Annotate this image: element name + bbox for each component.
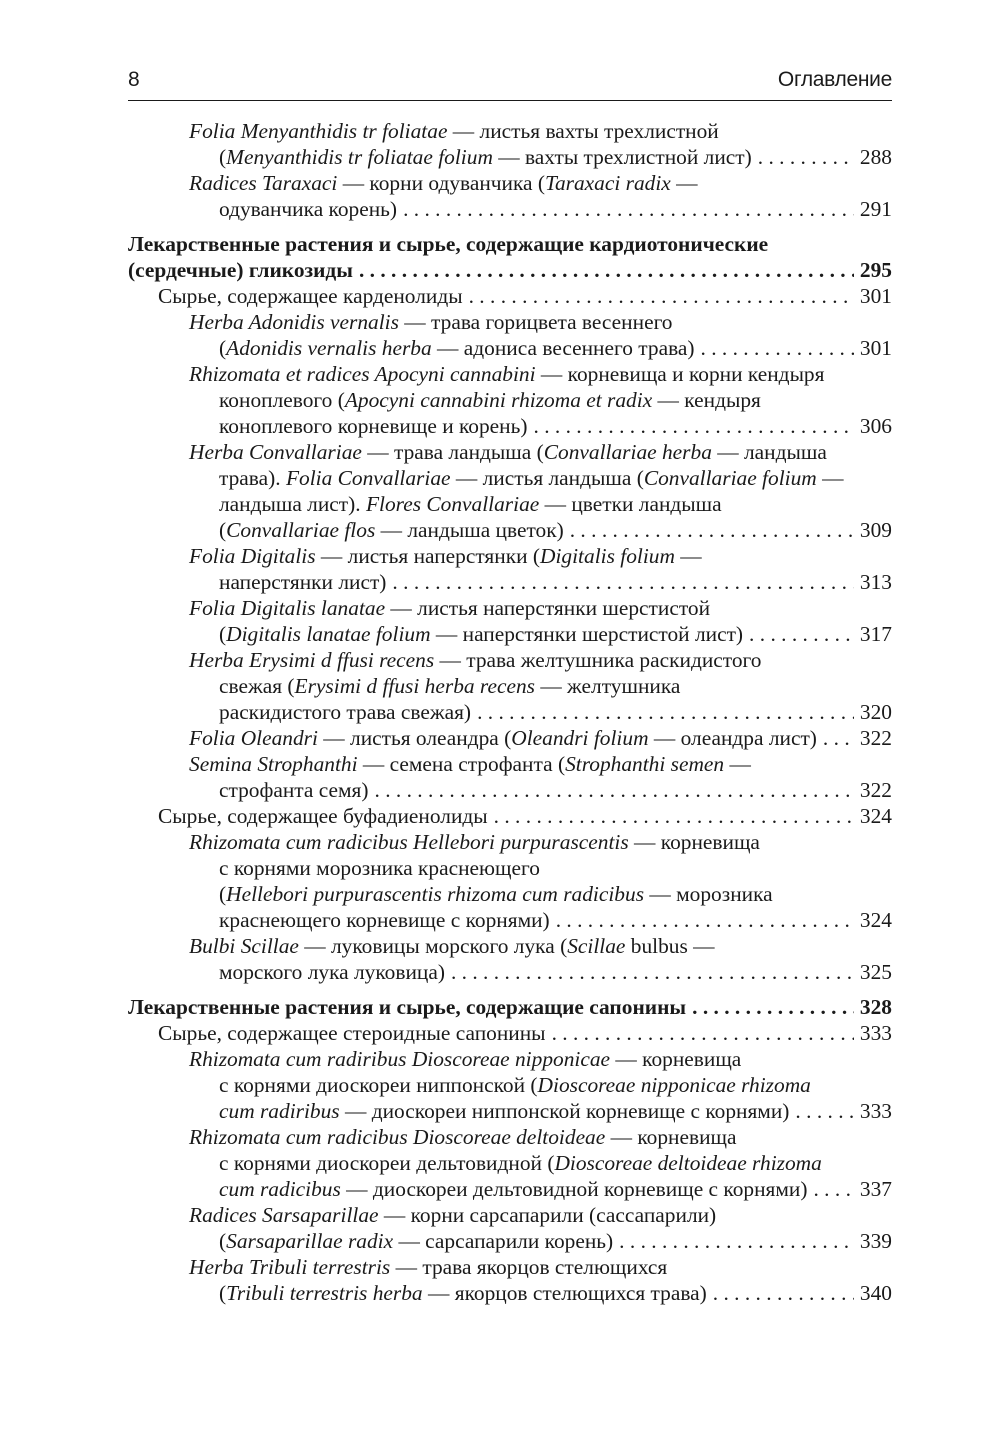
running-title: Оглавление [777,68,892,91]
latin-name: cum radiribus [219,1099,340,1123]
toc-entry-text [219,335,695,361]
dot-leader [570,517,854,543]
table-of-contents [128,118,892,1306]
entry-text: морского лука луковица) [219,960,445,984]
latin-name: Scillae [567,934,626,958]
toc-entry-text [219,777,369,803]
toc-line [128,1254,892,1280]
toc-line [128,1176,892,1202]
latin-name: Folia Oleandri [189,726,318,750]
toc-entry-text [189,439,827,465]
toc-entry-text [219,673,680,699]
latin-name: Apocyni cannabini rhizoma et radix [344,388,653,412]
toc-line [128,1150,892,1176]
toc-line [128,413,892,439]
latin-name: cum radicibus [219,1177,341,1201]
entry-text: трава). [219,466,286,490]
toc-page-number: 324 [859,804,892,828]
toc-entry-text [219,881,773,907]
entry-text: — трава якорцов стелющихся [390,1255,668,1279]
latin-name: Herba Adonidis vernalis [189,310,399,334]
toc-entry-text [219,196,397,222]
toc-entry-text [219,1098,789,1124]
toc-entry-text [219,144,752,170]
dot-leader [494,803,854,829]
header-rule [128,100,892,101]
toc-page-number: 340 [859,1281,892,1305]
entry-text: ( [219,145,227,169]
toc-page-number: 328 [859,995,892,1019]
entry-text: — морозника [644,882,773,906]
dot-leader [534,413,854,439]
dot-leader [556,907,854,933]
latin-name: Tribuli terrestris herba [226,1281,423,1305]
dot-leader [692,994,854,1020]
entry-text: Сырье, содержащее стероидные сапонины [158,1021,546,1045]
entry-text: — сарсапарили корень) [393,1229,614,1253]
entry-text: наперстянки лист) [219,570,387,594]
toc-page-number: 322 [859,778,892,802]
entry-text: раскидистого трава свежая) [219,700,472,724]
toc-entry-text [189,725,817,751]
entry-text: — [674,544,702,568]
latin-name: Erysimi d ffusi herba recens [294,674,535,698]
latin-name: Strophanthi semen [565,752,725,776]
entry-text: ( [219,336,227,360]
entry-text: — луковицы морского лука ( [298,934,568,958]
toc-line [128,465,892,491]
latin-name: Rhizomata et radices Apocyni cannabini [189,362,536,386]
latin-name: Rhizomata cum radicibus Dioscoreae deltoideae [189,1125,606,1149]
toc-line [128,439,892,465]
toc-line [128,725,892,751]
toc-entry-text [189,647,761,673]
toc-line [128,1124,892,1150]
toc-line [128,387,892,413]
toc-line [128,517,892,543]
latin-name: Folia Convallariae [285,466,451,490]
toc-line [128,1098,892,1124]
entry-text: Лекарственные растения и сырье, содержащие сапонины [128,995,687,1019]
toc-entry-text [219,621,743,647]
latin-name: Folia Digitalis [189,544,316,568]
dot-leader [469,283,854,309]
entry-text: — корни сарсапарили (сассапарили) [378,1203,717,1227]
toc-entry-text [219,491,722,517]
entry-text: — кендыря [652,388,761,412]
latin-name: Radices Sarsaparillae [189,1203,379,1227]
toc-page-number: 320 [859,700,892,724]
dot-leader [749,621,854,647]
latin-name: Herba Tribuli terrestris [189,1255,391,1279]
dot-leader [823,725,854,751]
toc-page-number: 301 [859,284,892,308]
toc-line [128,803,892,829]
toc-line [128,1046,892,1072]
toc-entry-text [219,1280,707,1306]
toc-entry-text [219,517,564,543]
toc-line [128,881,892,907]
entry-text: (сердечные) гликозиды [128,258,353,282]
toc-entry-text [219,1072,811,1098]
entry-text: — диоскореи ниппонской корневище с корнями) [339,1099,790,1123]
dot-leader [619,1228,854,1254]
toc-line [128,855,892,881]
entry-text: — якорцов стелющихся трава) [422,1281,707,1305]
toc-entry-text [128,257,353,283]
entry-text: Сырье, содержащее буфадиенолиды [158,804,488,828]
running-header [128,68,892,104]
toc-line [128,569,892,595]
entry-text: — корневища и корни кендыря [535,362,825,386]
toc-entry-text [158,1020,546,1046]
entry-text: — адониса весеннего трава) [431,336,695,360]
dot-leader [795,1098,853,1124]
toc-entry-text [189,1046,741,1072]
latin-name: Radices Taraxaci [189,171,338,195]
latin-name: Flores Convallariae [365,492,540,516]
toc-entry-text [189,1254,667,1280]
toc-line [128,543,892,569]
entry-text: — листья ландыша ( [450,466,644,490]
latin-name: Rhizomata cum radicibus Hellebori purpurascentis [189,830,629,854]
toc-entry-text [219,413,528,439]
toc-entry-text [219,959,445,985]
entry-text: — диоскореи дельтовидной корневище с корнями) [340,1177,808,1201]
entry-text: ( [219,882,227,906]
toc-entry-text [189,543,702,569]
toc-entry-text [219,855,540,881]
toc-page-number: 313 [859,570,892,594]
entry-text: коноплевого ( [219,388,345,412]
toc-line [128,144,892,170]
entry-text: строфанта семя) [219,778,369,802]
toc-line [128,751,892,777]
toc-line [128,361,892,387]
dot-leader [813,1176,853,1202]
toc-page-number: 317 [859,622,892,646]
entry-text: — трава ландыша ( [361,440,544,464]
latin-name: Folia Digitalis lanatae [189,596,386,620]
latin-name: Hellebori purpurascentis rhizoma cum radicibus [226,882,645,906]
toc-entry-text [219,465,843,491]
entry-text: — [816,466,844,490]
toc-line [128,647,892,673]
dot-leader [477,699,854,725]
entry-text: — [670,171,698,195]
latin-name: Convallariae folium [643,466,817,490]
toc-page-number: 309 [859,518,892,542]
entry-text: — корневища [628,830,760,854]
toc-page-number: 333 [859,1099,892,1123]
entry-text: ландыша лист). [219,492,366,516]
entry-text: ( [219,622,227,646]
toc-page-number: 325 [859,960,892,984]
latin-name: Folia Menyanthidis tr foliatae [189,119,448,143]
toc-entry-text [158,803,488,829]
dot-leader [713,1280,854,1306]
toc-line [128,829,892,855]
toc-page-number: 295 [859,258,892,282]
toc-line [128,994,892,1020]
toc-line [128,335,892,361]
toc-line [128,777,892,803]
entry-text: — корневища [605,1125,737,1149]
latin-name: Rhizomata cum radiribus Dioscoreae nipponicae [189,1047,611,1071]
toc-entry-text [189,170,698,196]
toc-entry-text [189,751,751,777]
entry-text: — цветки ландыша [539,492,722,516]
toc-line [128,491,892,517]
toc-line [128,699,892,725]
entry-text: — листья вахты трехлистной [447,119,719,143]
entry-text: Сырье, содержащее карденолиды [158,284,463,308]
entry-text: — наперстянки шерстистой лист) [430,622,744,646]
entry-text: — трава горицвета весеннего [398,310,673,334]
toc-entry-text [189,1124,737,1150]
toc-page-number: 339 [859,1229,892,1253]
entry-text: с корнями морозника краснеющего [219,856,540,880]
entry-text: — трава желтушника раскидистого [434,648,762,672]
toc-line [128,118,892,144]
toc-line [128,1202,892,1228]
toc-line [128,959,892,985]
entry-text: ( [219,518,227,542]
latin-name: Bulbi Scillae [189,934,299,958]
latin-name: Oleandri folium [511,726,649,750]
dot-leader [758,144,854,170]
entry-text: Лекарственные растения и сырье, содержащие кардиотонические [128,232,769,256]
entry-text: — ландыша цветок) [375,518,564,542]
toc-page-number: 291 [859,197,892,221]
toc-entry-text [219,569,386,595]
toc-line [128,257,892,283]
toc-line [128,907,892,933]
entry-text: одуванчика корень) [219,197,398,221]
latin-name: Herba Convallariae [189,440,362,464]
toc-entry-text [189,118,719,144]
entry-text: — корневища [610,1047,742,1071]
toc-line [128,621,892,647]
toc-line [128,673,892,699]
latin-name: Adonidis vernalis herba [226,336,432,360]
toc-entry-text [219,699,471,725]
toc-entry-text [189,1202,716,1228]
dot-leader [451,959,854,985]
entry-text: bulbus — [625,934,715,958]
entry-text: — семена строфанта ( [357,752,566,776]
toc-line [128,1228,892,1254]
entry-text: свежая ( [219,674,295,698]
dot-leader [359,257,854,283]
toc-entry-text [189,933,715,959]
dot-leader [701,335,854,361]
entry-text: — листья наперстянки ( [315,544,541,568]
dot-leader [403,196,854,222]
toc-page-number: 337 [859,1177,892,1201]
toc-page-number: 306 [859,414,892,438]
entry-text: — [724,752,751,776]
latin-name: Convallariae herba [543,440,712,464]
latin-name: Menyanthidis tr foliatae folium [226,145,493,169]
toc-entry-text [128,231,768,257]
entry-text: — ландыша [711,440,827,464]
entry-text: — корни одуванчика ( [337,171,546,195]
toc-entry-text [219,1176,807,1202]
latin-name: Convallariae flos [226,518,376,542]
toc-entry-text [158,283,463,309]
toc-line [128,1020,892,1046]
dot-leader [375,777,854,803]
latin-name: Dioscoreae deltoideae rhizoma [554,1151,822,1175]
toc-line [128,196,892,222]
toc-line [128,231,892,257]
latin-name: Herba Erysimi d ffusi recens [189,648,435,672]
entry-text: коноплевого корневище и корень) [219,414,528,438]
toc-page-number: 333 [859,1021,892,1045]
toc-line [128,170,892,196]
toc-entry-text [128,994,686,1020]
toc-entry-text [219,907,550,933]
toc-entry-text [219,1150,822,1176]
latin-name: Digitalis folium [540,544,675,568]
entry-text: — вахты трехлистной лист) [492,145,752,169]
toc-entry-text [189,309,673,335]
entry-text: — листья наперстянки шерстистой [385,596,711,620]
entry-text: ( [219,1281,227,1305]
latin-name: Digitalis lanatae folium [226,622,431,646]
toc-line [128,933,892,959]
toc-entry-text [219,387,761,413]
toc-line [128,595,892,621]
toc-page-number: 301 [859,336,892,360]
toc-line [128,1280,892,1306]
latin-name: Taraxaci radix [545,171,671,195]
dot-leader [392,569,853,595]
toc-page-number: 324 [859,908,892,932]
toc-entry-text [189,829,760,855]
toc-entry-text [189,361,824,387]
toc-page-number: 288 [859,145,892,169]
latin-name: Dioscoreae nipponicae rhizoma [537,1073,811,1097]
dot-leader [552,1020,854,1046]
entry-text: с корнями диоскореи дельтовидной ( [219,1151,555,1175]
latin-name: Sarsaparillae radix [226,1229,394,1253]
toc-line [128,309,892,335]
entry-text: — листья олеандра ( [317,726,512,750]
entry-text: краснеющего корневище с корнями) [219,908,550,932]
toc-entry-text [219,1228,613,1254]
entry-text: с корнями диоскореи ниппонской ( [219,1073,538,1097]
toc-page-number: 322 [859,726,892,750]
page-number: 8 [128,68,140,91]
entry-text: — олеандра лист) [648,726,817,750]
toc-line [128,283,892,309]
entry-text: — желтушника [534,674,681,698]
entry-text: ( [219,1229,227,1253]
toc-line [128,1072,892,1098]
latin-name: Semina Strophanthi [189,752,358,776]
toc-entry-text [189,595,710,621]
